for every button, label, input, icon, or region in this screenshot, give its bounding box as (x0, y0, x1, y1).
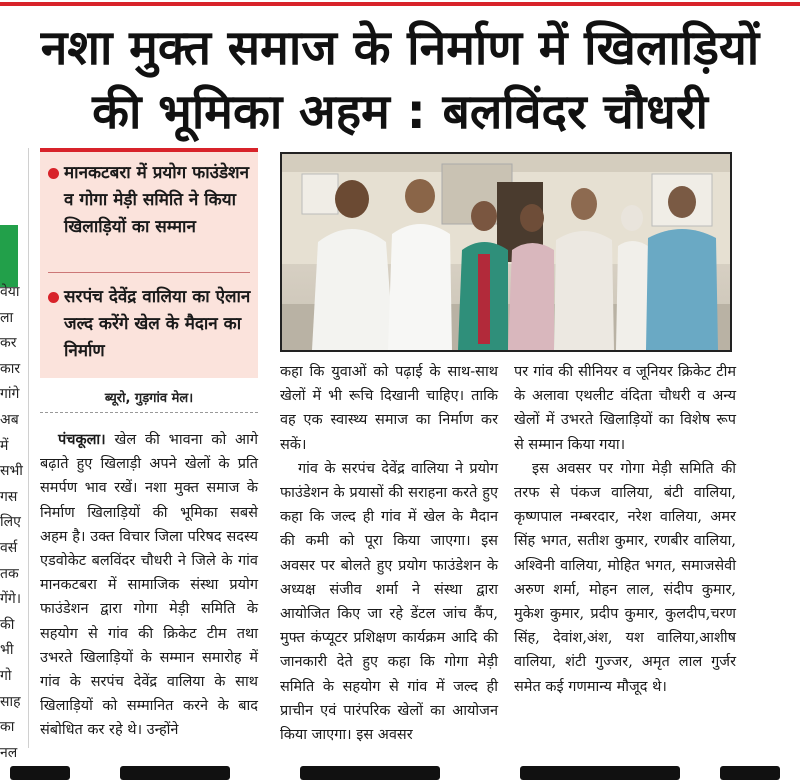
headline-line-1: नशा मुक्त समाज के निर्माण में खिलाड़ियों (40, 20, 760, 76)
highlight-item-1 (48, 160, 254, 241)
byline: ब्यूरो, गुड़गांव मेल। (104, 391, 194, 406)
strip-fragment: कार (0, 360, 21, 377)
top-red-rule (0, 2, 800, 6)
strip-fragment: वर्स (0, 539, 18, 556)
strip-fragment: गांगे (0, 386, 20, 403)
strip-fragment: साह (0, 693, 21, 710)
headline-line-2: की भूमिका अहम : बलविंदर चौधरी (92, 84, 708, 140)
strip-fragment: कर (0, 335, 17, 352)
strip-fragment: गस (0, 488, 18, 505)
article-col1-text: खेल की भावना को आगे बढ़ाते हुए खिलाड़ी अपने खेलों के प्रति समर्पण भाव रखें। नशा मुक्त समाज के निर्माण खिलाड़ियों की भूमिका सबसे अहम है। उक्त विचार जिला परिषद सदस्य एडवोकेट बलविंदर चौधरी ने जिले के गांव मानकटबरा में सामाजिक संस्था प्रयोग फाउंडेशन द्वारा गोगा मेड़ी समिति के सहयोग से गांव की क्रिकेट टीम तथा उभरते खिलाड़ियों के सम्मान समारोह में गांव के सरपंच देवेंद्र वालिया के साथ खिलाड़ियों को सम्मानित करने के बाद संबोधित कर रहे थे। उन्होंने (40, 432, 258, 739)
highlight-text-2: सरपंच देवेंद्र वालिया का ऐलान जल्द करेंगे खेल के मैदान का निर्माण (64, 287, 251, 361)
strip-fragment: की (0, 616, 15, 633)
red-bullet-icon (48, 292, 59, 303)
strip-fragment: सभी (0, 463, 23, 480)
red-bullet-icon (48, 168, 59, 179)
strip-fragment: नल (0, 744, 18, 761)
article-column-2 (280, 360, 498, 747)
dateline: पंचकूला। (58, 431, 106, 448)
photo-illustration (282, 154, 730, 350)
adjacent-article-green-block (0, 225, 18, 287)
strip-fragment: तक (0, 565, 19, 582)
article-column-1 (40, 428, 258, 743)
highlight-text-1: मानकटबरा में प्रयोग फाउंडेशन व गोगा मेड़ी समिति ने किया खिलाड़ियों का सम्मान (64, 163, 250, 237)
article-col3-para-2: इस अवसर पर गोगा मेड़ी समिति की तरफ से पंकज वालिया, बंटी वालिया, कृष्णपाल नम्बरदार, नरेश वालिया, अमर सिंह भगत, सतीश कुमार, रणबीर वालिया, अश्विनी वालिया, मोहित भगत, समाजसेवी अरुण शर्मा, मोहन लाल, संदीप कुमार, मुकेश कुमार, प्रदीप कुमार, कुलदीप,चरण सिंह, देवांश,अंश, यश वालिया,आशीष वालिया, शंटी गुज्जर, अमृत लाल गुर्जर समेत कई गणमान्य मौजूद थे। (514, 460, 736, 695)
article-column-3 (514, 360, 736, 699)
strip-fragment: का (0, 719, 15, 736)
highlights-box (40, 148, 258, 378)
article-col3-para-1: पर गांव की सीनियर व जूनियर क्रिकेट टीम के अलावा एथलीट वंदिता चौधरी व अन्य खेलों में उभरते खिलाड़ियों का विशेष रूप से सम्मान किया गया। (514, 364, 736, 453)
headline (30, 16, 770, 144)
column-divider (28, 148, 29, 748)
adjacent-article-strip (0, 280, 23, 761)
strip-fragment: गो (0, 667, 12, 684)
next-headline-cropped (0, 762, 800, 777)
strip-fragment: ला (0, 309, 14, 326)
strip-fragment: में (0, 437, 9, 454)
strip-fragment: वेया (0, 284, 20, 300)
highlight-item-2 (48, 284, 254, 365)
byline-rule (40, 412, 258, 413)
strip-fragment: अब (0, 411, 19, 428)
article-col2-para-2: गांव के सरपंच देवेंद्र वालिया ने प्रयोग फाउंडेशन के प्रयासों की सराहना करते हुए कहा कि जल्द ही गांव में खेल के मैदान की कमी को पूरा किया जाएगा। इस अवसर पर बोलते हुए प्रयोग फाउंडेशन के अध्यक्ष संजीव शर्मा ने संस्था द्वारा आयोजित किए जा रहे डेंटल जांच कैंप, मुफ्त कंप्यूटर प्रशिक्षण कार्यक्रम आदि की जानकारी देते हुए कहा कि गोगा मेड़ी समिति के सहयोग से गांव में जल्द ही प्राचीन एवं पारंपरिक खेलों का आयोजन किया जाएगा। इस अवसर (280, 460, 498, 744)
strip-fragment: भी (0, 642, 14, 659)
article-col2-para-1: कहा कि युवाओं को पढ़ाई के साथ-साथ खेलों में भी रूचि दिखानी चाहिए। ताकि वह एक स्वास्थ्य समाज का निर्माण कर सकें। (280, 364, 498, 453)
news-photo (280, 152, 732, 352)
highlight-divider (48, 272, 250, 273)
strip-fragment: गेंगे। (0, 591, 22, 608)
strip-fragment: लिए (0, 514, 21, 531)
